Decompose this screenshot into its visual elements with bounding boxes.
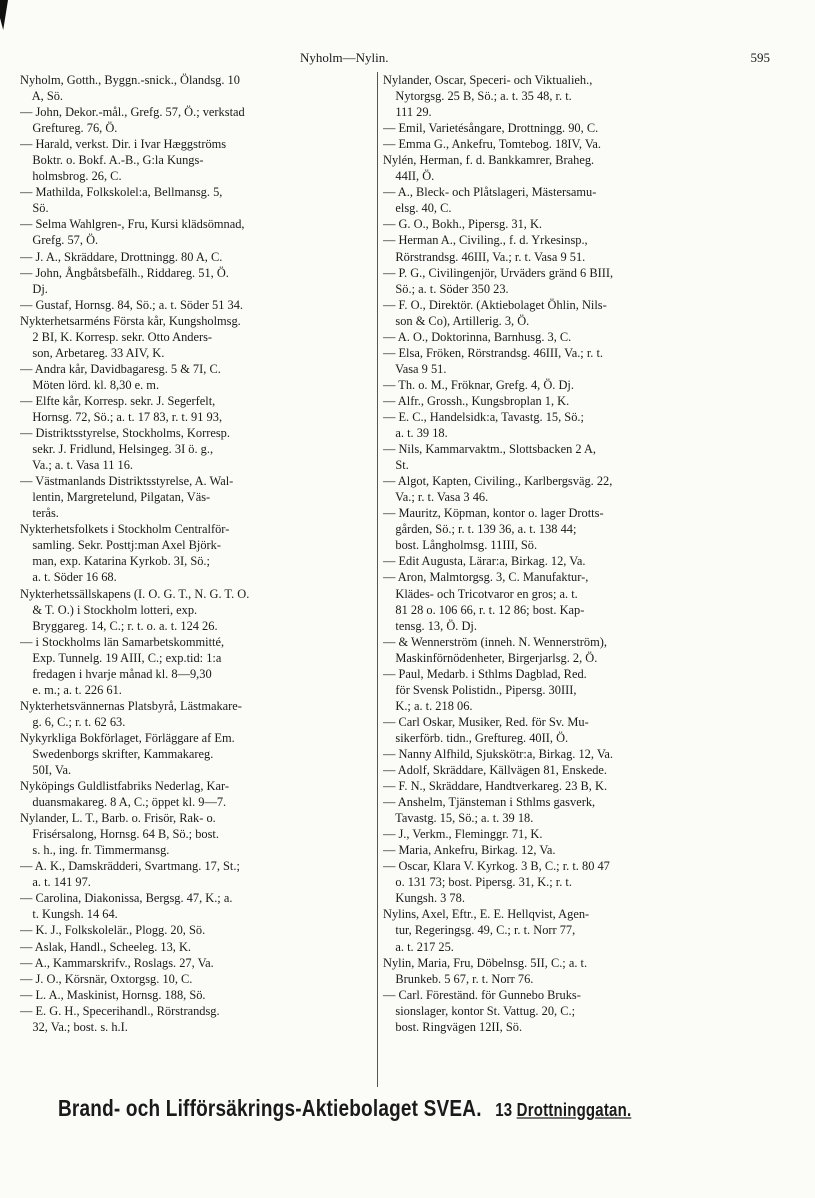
directory-line: lentin, Margretelund, Pilgatan, Väs- (20, 490, 211, 505)
directory-line: Nykterhetsfolkets i Stockholm Centralför- (20, 522, 230, 537)
directory-line: — Carolina, Diakonissa, Bergsg. 47, K.; a. (20, 891, 233, 906)
advertisement-address-street: Drottninggatan. (516, 1100, 632, 1121)
directory-line: — P. G., Civilingenjör, Urväders gränd 6 BIII, (383, 265, 614, 280)
directory-line: Nyköpings Guldlistfabriks Nederlag, Kar- (20, 779, 229, 794)
directory-line: — Mauritz, Köpman, kontor o. lager Drotts- (383, 506, 604, 521)
directory-line: g. 6, C.; r. t. 62 63. (20, 714, 126, 729)
directory-line: holmsbrog. 26, C. (20, 169, 122, 184)
directory-line: — Nanny Alfhild, Sjukskötr:a, Birkag. 12, Va. (383, 746, 614, 761)
directory-line: — Adolf, Skräddare, Källvägen 81, Enskede. (383, 763, 608, 778)
directory-line: Grefg. 57, Ö. (20, 233, 99, 248)
directory-line: Tavastg. 15, Sö.; a. t. 39 18. (383, 811, 534, 826)
directory-line: — A. O., Doktorinna, Barnhusg. 3, C. (383, 329, 572, 344)
directory-line: — Herman A., Civiling., f. d. Yrkesinsp., (383, 233, 588, 248)
directory-line: Nylander, Oscar, Speceri- och Viktualieh., (383, 73, 593, 87)
directory-line: Frisérsalong, Hornsg. 64 B, Sö.; bost. (20, 827, 219, 842)
directory-line: Exp. Tunnelg. 19 AIII, C.; exp.tid: 1:a (20, 650, 222, 665)
directory-line: 50I, Va. (20, 763, 72, 778)
directory-line: 32, Va.; bost. s. h.I. (20, 1019, 128, 1034)
directory-line: för Svensk Polistidn., Pipersg. 30III, (383, 682, 577, 697)
directory-line: Boktr. o. Bokf. A.-B., G:la Kungs- (20, 153, 204, 168)
advertisement-address-number: 13 (495, 1100, 513, 1121)
directory-line: — Andra kår, Davidbagaresg. 5 & 7I, C. (20, 361, 221, 376)
directory-line: — Västmanlands Distriktsstyrelse, A. Wal- (20, 474, 234, 489)
directory-line: — John, Ångbåtsbefälh., Riddareg. 51, Ö. (20, 265, 229, 280)
directory-line: Brunkeb. 5 67, r. t. Norr 76. (383, 971, 534, 986)
directory-line: — Mathilda, Folkskolel:a, Bellmansg. 5, (20, 185, 223, 200)
directory-line: 81 28 o. 106 66, r. t. 12 86; bost. Kap- (383, 602, 585, 617)
directory-line: — Distriktsstyrelse, Stockholms, Korresp. (20, 426, 230, 441)
directory-line: sekr. J. Fridlund, Helsingeg. 3I ö. g., (20, 442, 214, 457)
directory-line: Nykterhetsarméns Första kår, Kungsholmsg. (20, 313, 241, 328)
directory-line: — Th. o. M., Fröknar, Grefg. 4, Ö. Dj. (383, 377, 574, 392)
directory-line: Sö.; a. t. Söder 350 23. (383, 281, 509, 296)
directory-line: son & Co), Artillerig. 3, Ö. (383, 313, 530, 328)
directory-line: Nylins, Axel, Eftr., E. E. Hellqvist, Agen- (383, 907, 590, 922)
directory-line: — John, Dekor.-mål., Grefg. 57, Ö.; verkstad (20, 105, 245, 120)
directory-line: — E. G. H., Specerihandl., Rörstrandsg. (20, 1003, 220, 1018)
directory-line: Nylander, L. T., Barb. o. Frisör, Rak- o. (20, 811, 216, 826)
directory-line: a. t. 217 25. (383, 939, 454, 954)
directory-line: elsg. 40, C. (383, 201, 452, 216)
directory-line: Swedenborgs skrifter, Kammakareg. (20, 746, 214, 761)
directory-line: — G. O., Bokh., Pipersg. 31, K. (383, 217, 543, 232)
directory-line: bost. Ringvägen 12II, Sö. (383, 1019, 523, 1034)
directory-line: — Paul, Medarb. i Sthlms Dagblad, Red. (383, 666, 587, 681)
directory-line: tensg. 13, Ö. Dj. (383, 618, 477, 633)
directory-line: — Carl. Föreständ. för Gunnebo Bruks- (383, 987, 581, 1002)
directory-line: — F. N., Skräddare, Handtverkareg. 23 B, K. (383, 779, 608, 794)
directory-line: bost. Långholmsg. 11III, Sö. (383, 538, 538, 553)
directory-line: — Selma Wahlgren-, Fru, Kursi klädsömnad, (20, 217, 245, 232)
directory-line: Bryggareg. 14, C.; r. t. o. a. t. 124 26. (20, 618, 218, 633)
directory-line: — K. J., Folkskolelär., Plogg. 20, Sö. (20, 923, 206, 938)
directory-line: Rörstrandsg. 46III, Va.; r. t. Vasa 9 51. (383, 249, 586, 264)
directory-line: e. m.; a. t. 226 61. (20, 682, 122, 697)
directory-line: Nykterhetsvännernas Platsbyrå, Lästmakare- (20, 698, 242, 713)
directory-line: St. (383, 458, 409, 473)
directory-line: Nyholm, Gotth., Byggn.-snick., Ölandsg. 10 (20, 73, 240, 87)
directory-line: Dj. (20, 281, 48, 296)
directory-line: fredagen i hvarje månad kl. 8—9,30 (20, 666, 212, 681)
column-divider (377, 72, 378, 1087)
page-header (20, 50, 770, 68)
running-title: Nyholm—Nylin. (300, 50, 389, 65)
scan-edge-mark (0, 0, 8, 30)
directory-line: — A., Kammarskrifv., Roslags. 27, Va. (20, 955, 214, 970)
directory-line: gården, Sö.; r. t. 139 36, a. t. 138 44; (383, 522, 577, 537)
directory-line: son, Arbetareg. 33 AIV, K. (20, 345, 165, 360)
directory-line: Greftureg. 76, Ö. (20, 121, 118, 136)
directory-line: — F. O., Direktör. (Aktiebolaget Öhlin, Nils- (383, 297, 607, 312)
directory-line: — Edit Augusta, Lärar:a, Birkag. 12, Va. (383, 554, 586, 569)
advertisement-text: Brand- och Lifförsäkrings-Aktiebolaget SVEA. (58, 1097, 482, 1123)
directory-line: Va.; a. t. Vasa 11 16. (20, 458, 133, 473)
directory-line: — Harald, verkst. Dir. i Ivar Hæggströms (20, 137, 227, 152)
directory-line: — Aron, Malmtorgsg. 3, C. Manufaktur-, (383, 570, 589, 585)
directory-line: Vasa 9 51. (383, 361, 447, 376)
directory-line: Nylin, Maria, Fru, Döbelnsg. 5II, C.; a. t. (383, 955, 588, 970)
directory-line: — Carl Oskar, Musiker, Red. för Sv. Mu- (383, 714, 589, 729)
directory-line: Klädes- och Tricotvaror en gros; a. t. (383, 586, 578, 601)
directory-line: Sö. (20, 201, 49, 216)
directory-line: — L. A., Maskinist, Hornsg. 188, Sö. (20, 987, 206, 1002)
directory-line: Nytorgsg. 25 B, Sö.; a. t. 35 48, r. t. (383, 89, 572, 104)
directory-line: s. h., ing. fr. Timmermansg. (20, 843, 170, 858)
directory-line: o. 131 73; bost. Pipersg. 31, K.; r. t. (383, 875, 572, 890)
directory-line: — Elsa, Fröken, Rörstrandsg. 46III, Va.; r. t. (383, 345, 604, 360)
directory-line: Möten lörd. kl. 8,30 e. m. (20, 377, 160, 392)
directory-line: terås. (20, 506, 59, 521)
advertisement-banner (20, 1097, 780, 1128)
directory-line: a. t. Söder 16 68. (20, 570, 117, 585)
directory-line: 111 29. (383, 105, 432, 120)
right-column (383, 72, 773, 1035)
directory-line: man, exp. Katarina Kyrkob. 3I, Sö.; (20, 554, 210, 569)
directory-line: sikerförb. tidn., Greftureg. 40II, Ö. (383, 730, 569, 745)
directory-line: & T. O.) i Stockholm lotteri, exp. (20, 602, 198, 617)
directory-line: — Emil, Varietésångare, Drottningg. 90, C. (383, 121, 599, 136)
directory-line: — J. A., Skräddare, Drottningg. 80 A, C. (20, 249, 223, 264)
directory-line: A, Sö. (20, 89, 64, 104)
directory-line: — Nils, Kammarvaktm., Slottsbacken 2 A, (383, 442, 597, 457)
directory-line: Nylén, Herman, f. d. Bankkamrer, Braheg. (383, 153, 595, 168)
directory-line: — Elfte kår, Korresp. sekr. J. Segerfelt, (20, 393, 216, 408)
directory-line: a. t. 39 18. (383, 426, 448, 441)
directory-line: Maskinförnödenheter, Birgerjarlsg. 2, Ö. (383, 650, 598, 665)
directory-line: — A. K., Damskrädderi, Svartmang. 17, St.; (20, 859, 240, 874)
directory-line: — Oscar, Klara V. Kyrkog. 3 B, C.; r. t. 80 47 (383, 859, 610, 874)
directory-line: sionslager, kontor St. Vattug. 20, C.; (383, 1003, 576, 1018)
page-number: 595 (750, 50, 770, 65)
directory-line: samling. Sekr. Posttj:man Axel Björk- (20, 538, 222, 553)
directory-line: — E. C., Handelsidk:a, Tavastg. 15, Sö.; (383, 409, 584, 424)
directory-line: Nykyrkliga Bokförlaget, Förläggare af Em. (20, 730, 235, 745)
directory-line: tur, Regeringsg. 49, C.; r. t. Norr 77, (383, 923, 576, 938)
directory-line: — i Stockholms län Samarbetskommitté, (20, 634, 225, 649)
directory-line: — Emma G., Ankefru, Tomtebog. 18IV, Va. (383, 137, 602, 152)
directory-line: — Gustaf, Hornsg. 84, Sö.; a. t. Söder 51 34. (20, 297, 244, 312)
directory-line: Hornsg. 72, Sö.; a. t. 17 83, r. t. 91 93, (20, 409, 223, 424)
directory-line: Kungsh. 3 78. (383, 891, 465, 906)
directory-line: a. t. 141 97. (20, 875, 91, 890)
directory-line: 44II, Ö. (383, 169, 435, 184)
directory-line: — Alfr., Grossh., Kungsbroplan 1, K. (383, 393, 570, 408)
directory-line: — J., Verkm., Fleminggr. 71, K. (383, 827, 543, 842)
directory-line: — J. O., Körsnär, Oxtorgsg. 10, C. (20, 971, 193, 986)
directory-line: duansmakareg. 8 A, C.; öppet kl. 9—7. (20, 795, 227, 810)
directory-line: — Anshelm, Tjänsteman i Sthlms gasverk, (383, 795, 596, 810)
directory-line: Va.; r. t. Vasa 3 46. (383, 490, 489, 505)
directory-line: K.; a. t. 218 06. (383, 698, 473, 713)
directory-line: 2 BI, K. Korresp. sekr. Otto Anders- (20, 329, 213, 344)
directory-line: — A., Bleck- och Plåtslageri, Mästersamu- (383, 185, 597, 200)
directory-line: — Aslak, Handl., Scheeleg. 13, K. (20, 939, 192, 954)
directory-line: t. Kungsh. 14 64. (20, 907, 118, 922)
left-column (20, 72, 380, 1035)
directory-line: Nykterhetssällskapens (I. O. G. T., N. G. T. O. (20, 586, 250, 601)
directory-line: — & Wennerström (inneh. N. Wennerström), (383, 634, 607, 649)
directory-line: — Algot, Kapten, Civiling., Karlbergsväg. 22, (383, 474, 613, 489)
directory-line: — Maria, Ankefru, Birkag. 12, Va. (383, 843, 556, 858)
